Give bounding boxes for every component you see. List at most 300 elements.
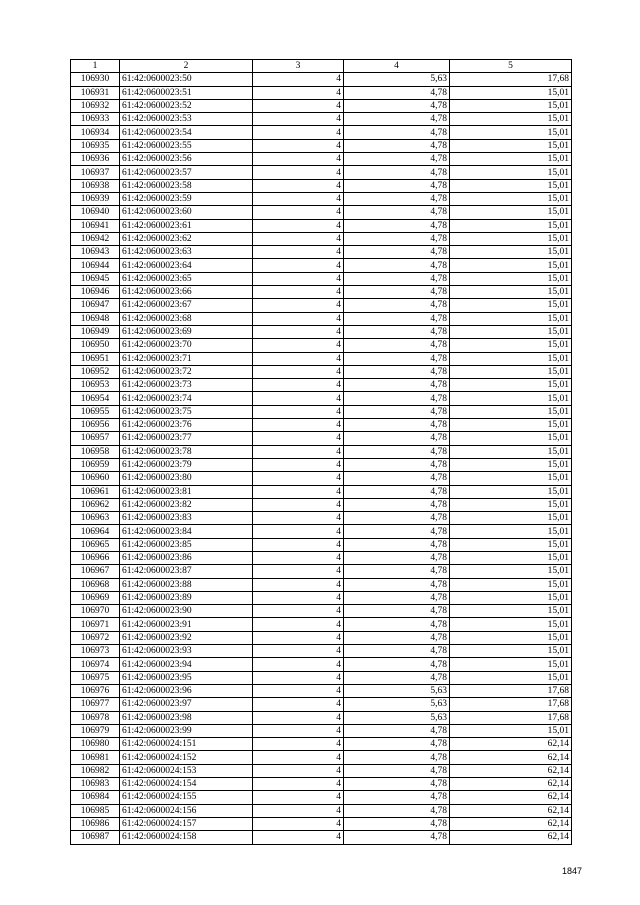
col-5-cell: 15,01 [450, 512, 572, 525]
col-4-cell: 4,78 [344, 445, 450, 458]
col-5-cell: 15,01 [450, 432, 572, 445]
col-3-cell: 4 [253, 804, 344, 817]
cadastral-number-cell: 61:42:0600023:77 [120, 432, 253, 445]
row-number-cell: 106936 [71, 153, 120, 166]
row-number-cell: 106949 [71, 325, 120, 338]
row-number-cell: 106932 [71, 99, 120, 112]
col-3-cell: 4 [253, 286, 344, 299]
row-number-cell: 106943 [71, 246, 120, 259]
col-3-cell: 4 [253, 419, 344, 432]
col-4-cell: 4,78 [344, 631, 450, 644]
col-4-cell: 4,78 [344, 472, 450, 485]
table-row [71, 259, 572, 272]
col-4-cell: 4,78 [344, 419, 450, 432]
col-3-cell: 4 [253, 113, 344, 126]
col-5-cell: 15,01 [450, 618, 572, 631]
row-number-cell: 106964 [71, 525, 120, 538]
cadastral-number-cell: 61:42:0600023:89 [120, 591, 253, 604]
table-row [71, 778, 572, 791]
row-number-cell: 106970 [71, 605, 120, 618]
col-4-cell: 5,63 [344, 73, 450, 86]
col-4-cell: 4,78 [344, 738, 450, 751]
cadastral-number-cell: 61:42:0600023:98 [120, 711, 253, 724]
table-row [71, 605, 572, 618]
col-4-cell: 4,78 [344, 605, 450, 618]
col-5-cell: 15,01 [450, 339, 572, 352]
cadastral-number-cell: 61:42:0600023:61 [120, 219, 253, 232]
table-row [71, 73, 572, 86]
row-number-cell: 106987 [71, 831, 120, 844]
table-row [71, 392, 572, 405]
cadastral-number-cell: 61:42:0600023:56 [120, 153, 253, 166]
col-4-cell: 4,78 [344, 565, 450, 578]
col-5-cell: 15,01 [450, 206, 572, 219]
col-3-cell: 4 [253, 591, 344, 604]
cadastral-number-cell: 61:42:0600023:53 [120, 113, 253, 126]
header-cell-2: 2 [120, 60, 253, 73]
row-number-cell: 106976 [71, 684, 120, 697]
row-number-cell: 106942 [71, 232, 120, 245]
col-4-cell: 4,78 [344, 392, 450, 405]
col-4-cell: 4,78 [344, 192, 450, 205]
col-4-cell: 4,78 [344, 86, 450, 99]
col-5-cell: 15,01 [450, 485, 572, 498]
col-4-cell: 4,78 [344, 206, 450, 219]
cadastral-number-cell: 61:42:0600023:82 [120, 498, 253, 511]
col-4-cell: 4,78 [344, 591, 450, 604]
col-4-cell: 4,78 [344, 365, 450, 378]
table-row [71, 126, 572, 139]
row-number-cell: 106959 [71, 458, 120, 471]
row-number-cell: 106965 [71, 538, 120, 551]
col-5-cell: 15,01 [450, 246, 572, 259]
col-4-cell: 4,78 [344, 312, 450, 325]
col-3-cell: 4 [253, 618, 344, 631]
col-5-cell: 15,01 [450, 538, 572, 551]
col-3-cell: 4 [253, 751, 344, 764]
col-5-cell: 15,01 [450, 325, 572, 338]
col-3-cell: 4 [253, 458, 344, 471]
col-4-cell: 4,78 [344, 219, 450, 232]
col-3-cell: 4 [253, 684, 344, 697]
col-5-cell: 15,01 [450, 352, 572, 365]
col-3-cell: 4 [253, 711, 344, 724]
col-3-cell: 4 [253, 153, 344, 166]
cadastral-number-cell: 61:42:0600023:57 [120, 166, 253, 179]
table-row [71, 485, 572, 498]
col-3-cell: 4 [253, 738, 344, 751]
col-5-cell: 15,01 [450, 312, 572, 325]
row-number-cell: 106944 [71, 259, 120, 272]
col-4-cell: 4,78 [344, 379, 450, 392]
col-5-cell: 15,01 [450, 671, 572, 684]
cadastral-number-cell: 61:42:0600023:90 [120, 605, 253, 618]
table-row [71, 764, 572, 777]
col-5-cell: 15,01 [450, 126, 572, 139]
col-5-cell: 62,14 [450, 831, 572, 844]
cadastral-number-cell: 61:42:0600023:59 [120, 192, 253, 205]
col-3-cell: 4 [253, 232, 344, 245]
col-3-cell: 4 [253, 139, 344, 152]
col-3-cell: 4 [253, 352, 344, 365]
col-3-cell: 4 [253, 206, 344, 219]
row-number-cell: 106960 [71, 472, 120, 485]
cadastral-number-cell: 61:42:0600023:52 [120, 99, 253, 112]
row-number-cell: 106969 [71, 591, 120, 604]
cadastral-number-cell: 61:42:0600023:84 [120, 525, 253, 538]
cadastral-number-cell: 61:42:0600023:79 [120, 458, 253, 471]
row-number-cell: 106947 [71, 299, 120, 312]
col-4-cell: 4,78 [344, 352, 450, 365]
cadastral-number-cell: 61:42:0600023:85 [120, 538, 253, 551]
col-3-cell: 4 [253, 472, 344, 485]
col-4-cell: 4,78 [344, 498, 450, 511]
cadastral-number-cell: 61:42:0600024:151 [120, 738, 253, 751]
table-row [71, 512, 572, 525]
row-number-cell: 106974 [71, 658, 120, 671]
table-row [71, 179, 572, 192]
cadastral-number-cell: 61:42:0600023:75 [120, 405, 253, 418]
col-4-cell: 4,78 [344, 246, 450, 259]
row-number-cell: 106939 [71, 192, 120, 205]
col-3-cell: 4 [253, 551, 344, 564]
col-4-cell: 4,78 [344, 778, 450, 791]
col-3-cell: 4 [253, 778, 344, 791]
cadastral-number-cell: 61:42:0600023:62 [120, 232, 253, 245]
col-3-cell: 4 [253, 645, 344, 658]
table-row [71, 272, 572, 285]
table-row [71, 113, 572, 126]
col-4-cell: 4,78 [344, 764, 450, 777]
table-row [71, 645, 572, 658]
cadastral-number-cell: 61:42:0600023:73 [120, 379, 253, 392]
col-4-cell: 4,78 [344, 432, 450, 445]
col-3-cell: 4 [253, 538, 344, 551]
cadastral-number-cell: 61:42:0600023:55 [120, 139, 253, 152]
row-number-cell: 106940 [71, 206, 120, 219]
table-row [71, 458, 572, 471]
col-3-cell: 4 [253, 724, 344, 737]
col-4-cell: 4,78 [344, 299, 450, 312]
col-4-cell: 5,63 [344, 698, 450, 711]
col-5-cell: 62,14 [450, 751, 572, 764]
table-row [71, 86, 572, 99]
col-5-cell: 62,14 [450, 778, 572, 791]
row-number-cell: 106945 [71, 272, 120, 285]
col-3-cell: 4 [253, 831, 344, 844]
table-row [71, 445, 572, 458]
col-5-cell: 15,01 [450, 551, 572, 564]
col-4-cell: 4,78 [344, 232, 450, 245]
row-number-cell: 106971 [71, 618, 120, 631]
header-cell-1: 1 [71, 60, 120, 73]
table-row [71, 684, 572, 697]
table-row [71, 498, 572, 511]
table-row [71, 565, 572, 578]
cadastral-number-cell: 61:42:0600023:76 [120, 419, 253, 432]
row-number-cell: 106938 [71, 179, 120, 192]
col-5-cell: 15,01 [450, 419, 572, 432]
cadastral-number-cell: 61:42:0600023:65 [120, 272, 253, 285]
col-4-cell: 5,63 [344, 711, 450, 724]
col-3-cell: 4 [253, 379, 344, 392]
table-row [71, 365, 572, 378]
cadastral-number-cell: 61:42:0600024:153 [120, 764, 253, 777]
row-number-cell: 106980 [71, 738, 120, 751]
row-number-cell: 106934 [71, 126, 120, 139]
col-3-cell: 4 [253, 817, 344, 830]
cadastral-number-cell: 61:42:0600023:91 [120, 618, 253, 631]
cadastral-number-cell: 61:42:0600023:92 [120, 631, 253, 644]
col-5-cell: 62,14 [450, 764, 572, 777]
cadastral-number-cell: 61:42:0600023:83 [120, 512, 253, 525]
col-3-cell: 4 [253, 432, 344, 445]
cadastral-number-cell: 61:42:0600024:156 [120, 804, 253, 817]
table-row [71, 804, 572, 817]
table-row [71, 206, 572, 219]
table-row [71, 139, 572, 152]
col-5-cell: 15,01 [450, 365, 572, 378]
table-row [71, 525, 572, 538]
header-cell-3: 3 [253, 60, 344, 73]
col-3-cell: 4 [253, 339, 344, 352]
col-3-cell: 4 [253, 525, 344, 538]
table-row [71, 352, 572, 365]
col-4-cell: 4,78 [344, 671, 450, 684]
cadastral-number-cell: 61:42:0600023:66 [120, 286, 253, 299]
col-5-cell: 15,01 [450, 299, 572, 312]
col-3-cell: 4 [253, 392, 344, 405]
row-number-cell: 106935 [71, 139, 120, 152]
col-3-cell: 4 [253, 166, 344, 179]
col-3-cell: 4 [253, 565, 344, 578]
table-row [71, 219, 572, 232]
col-4-cell: 4,78 [344, 618, 450, 631]
col-3-cell: 4 [253, 791, 344, 804]
row-number-cell: 106946 [71, 286, 120, 299]
table-row [71, 325, 572, 338]
row-number-cell: 106972 [71, 631, 120, 644]
row-number-cell: 106981 [71, 751, 120, 764]
table-row [71, 299, 572, 312]
col-3-cell: 4 [253, 312, 344, 325]
row-number-cell: 106955 [71, 405, 120, 418]
row-number-cell: 106966 [71, 551, 120, 564]
cadastral-number-cell: 61:42:0600023:69 [120, 325, 253, 338]
table-row [71, 99, 572, 112]
row-number-cell: 106986 [71, 817, 120, 830]
col-5-cell: 15,01 [450, 472, 572, 485]
row-number-cell: 106951 [71, 352, 120, 365]
table-row [71, 232, 572, 245]
col-3-cell: 4 [253, 365, 344, 378]
header-cell-4: 4 [344, 60, 450, 73]
col-4-cell: 4,78 [344, 525, 450, 538]
row-number-cell: 106968 [71, 578, 120, 591]
col-4-cell: 4,78 [344, 791, 450, 804]
col-5-cell: 15,01 [450, 591, 572, 604]
col-5-cell: 15,01 [450, 286, 572, 299]
table-row [71, 192, 572, 205]
col-4-cell: 4,78 [344, 751, 450, 764]
cadastral-number-cell: 61:42:0600023:86 [120, 551, 253, 564]
col-5-cell: 15,01 [450, 232, 572, 245]
col-4-cell: 4,78 [344, 831, 450, 844]
table-row [71, 153, 572, 166]
col-4-cell: 4,78 [344, 99, 450, 112]
col-3-cell: 4 [253, 498, 344, 511]
cadastral-number-cell: 61:42:0600024:155 [120, 791, 253, 804]
cadastral-number-cell: 61:42:0600023:96 [120, 684, 253, 697]
cadastral-number-cell: 61:42:0600023:70 [120, 339, 253, 352]
table-row [71, 578, 572, 591]
cadastral-number-cell: 61:42:0600023:78 [120, 445, 253, 458]
cadastral-number-cell: 61:42:0600023:63 [120, 246, 253, 259]
col-5-cell: 15,01 [450, 658, 572, 671]
page-number: 1847 [562, 866, 583, 876]
table-row [71, 166, 572, 179]
col-5-cell: 15,01 [450, 565, 572, 578]
row-number-cell: 106984 [71, 791, 120, 804]
col-5-cell: 15,01 [450, 724, 572, 737]
col-4-cell: 4,78 [344, 658, 450, 671]
table-body [71, 60, 572, 845]
col-5-cell: 62,14 [450, 817, 572, 830]
col-3-cell: 4 [253, 764, 344, 777]
table-row [71, 591, 572, 604]
col-3-cell: 4 [253, 671, 344, 684]
col-4-cell: 4,78 [344, 551, 450, 564]
col-3-cell: 4 [253, 246, 344, 259]
col-3-cell: 4 [253, 192, 344, 205]
cadastral-number-cell: 61:42:0600023:54 [120, 126, 253, 139]
col-3-cell: 4 [253, 485, 344, 498]
cadastral-number-cell: 61:42:0600024:152 [120, 751, 253, 764]
table-row [71, 472, 572, 485]
cadastral-number-cell: 61:42:0600023:81 [120, 485, 253, 498]
row-number-cell: 106983 [71, 778, 120, 791]
col-5-cell: 15,01 [450, 458, 572, 471]
row-number-cell: 106978 [71, 711, 120, 724]
col-4-cell: 5,63 [344, 684, 450, 697]
col-4-cell: 4,78 [344, 724, 450, 737]
row-number-cell: 106982 [71, 764, 120, 777]
col-4-cell: 4,78 [344, 512, 450, 525]
cadastral-number-cell: 61:42:0600023:95 [120, 671, 253, 684]
col-3-cell: 4 [253, 578, 344, 591]
table-row [71, 246, 572, 259]
cadastral-number-cell: 61:42:0600023:93 [120, 645, 253, 658]
row-number-cell: 106954 [71, 392, 120, 405]
cadastral-number-cell: 61:42:0600023:67 [120, 299, 253, 312]
col-4-cell: 4,78 [344, 259, 450, 272]
row-number-cell: 106957 [71, 432, 120, 445]
col-5-cell: 17,68 [450, 73, 572, 86]
col-5-cell: 15,01 [450, 498, 572, 511]
col-4-cell: 4,78 [344, 286, 450, 299]
cadastral-number-cell: 61:42:0600023:74 [120, 392, 253, 405]
col-4-cell: 4,78 [344, 485, 450, 498]
col-3-cell: 4 [253, 179, 344, 192]
table-row [71, 698, 572, 711]
row-number-cell: 106961 [71, 485, 120, 498]
col-4-cell: 4,78 [344, 458, 450, 471]
cadastral-number-cell: 61:42:0600023:80 [120, 472, 253, 485]
row-number-cell: 106930 [71, 73, 120, 86]
col-5-cell: 17,68 [450, 684, 572, 697]
table-row [71, 751, 572, 764]
row-number-cell: 106953 [71, 379, 120, 392]
col-4-cell: 4,78 [344, 166, 450, 179]
col-5-cell: 15,01 [450, 259, 572, 272]
col-5-cell: 15,01 [450, 219, 572, 232]
col-3-cell: 4 [253, 325, 344, 338]
row-number-cell: 106962 [71, 498, 120, 511]
cadastral-number-cell: 61:42:0600023:51 [120, 86, 253, 99]
cadastral-number-cell: 61:42:0600024:157 [120, 817, 253, 830]
cadastral-number-cell: 61:42:0600023:88 [120, 578, 253, 591]
col-5-cell: 15,01 [450, 605, 572, 618]
col-3-cell: 4 [253, 512, 344, 525]
col-3-cell: 4 [253, 99, 344, 112]
col-5-cell: 15,01 [450, 645, 572, 658]
row-number-cell: 106952 [71, 365, 120, 378]
col-5-cell: 15,01 [450, 86, 572, 99]
table-row [71, 339, 572, 352]
table-row [71, 658, 572, 671]
table-row [71, 432, 572, 445]
table-row [71, 817, 572, 830]
table-row [71, 312, 572, 325]
row-number-cell: 106958 [71, 445, 120, 458]
cadastral-number-cell: 61:42:0600023:97 [120, 698, 253, 711]
table-row [71, 711, 572, 724]
col-4-cell: 4,78 [344, 645, 450, 658]
header-cell-5: 5 [450, 60, 572, 73]
cadastral-number-cell: 61:42:0600023:58 [120, 179, 253, 192]
row-number-cell: 106931 [71, 86, 120, 99]
row-number-cell: 106973 [71, 645, 120, 658]
col-5-cell: 15,01 [450, 166, 572, 179]
table-row [71, 286, 572, 299]
col-5-cell: 15,01 [450, 631, 572, 644]
row-number-cell: 106956 [71, 419, 120, 432]
col-5-cell: 15,01 [450, 405, 572, 418]
col-3-cell: 4 [253, 631, 344, 644]
col-3-cell: 4 [253, 445, 344, 458]
col-4-cell: 4,78 [344, 139, 450, 152]
header-row [71, 60, 572, 73]
col-5-cell: 15,01 [450, 179, 572, 192]
col-5-cell: 15,01 [450, 445, 572, 458]
table-row [71, 405, 572, 418]
col-4-cell: 4,78 [344, 179, 450, 192]
cadastral-number-cell: 61:42:0600024:158 [120, 831, 253, 844]
col-4-cell: 4,78 [344, 405, 450, 418]
col-4-cell: 4,78 [344, 578, 450, 591]
row-number-cell: 106948 [71, 312, 120, 325]
row-number-cell: 106977 [71, 698, 120, 711]
col-5-cell: 15,01 [450, 392, 572, 405]
row-number-cell: 106967 [71, 565, 120, 578]
row-number-cell: 106933 [71, 113, 120, 126]
row-number-cell: 106985 [71, 804, 120, 817]
table-row [71, 538, 572, 551]
row-number-cell: 106941 [71, 219, 120, 232]
col-4-cell: 4,78 [344, 113, 450, 126]
row-number-cell: 106937 [71, 166, 120, 179]
col-5-cell: 17,68 [450, 711, 572, 724]
